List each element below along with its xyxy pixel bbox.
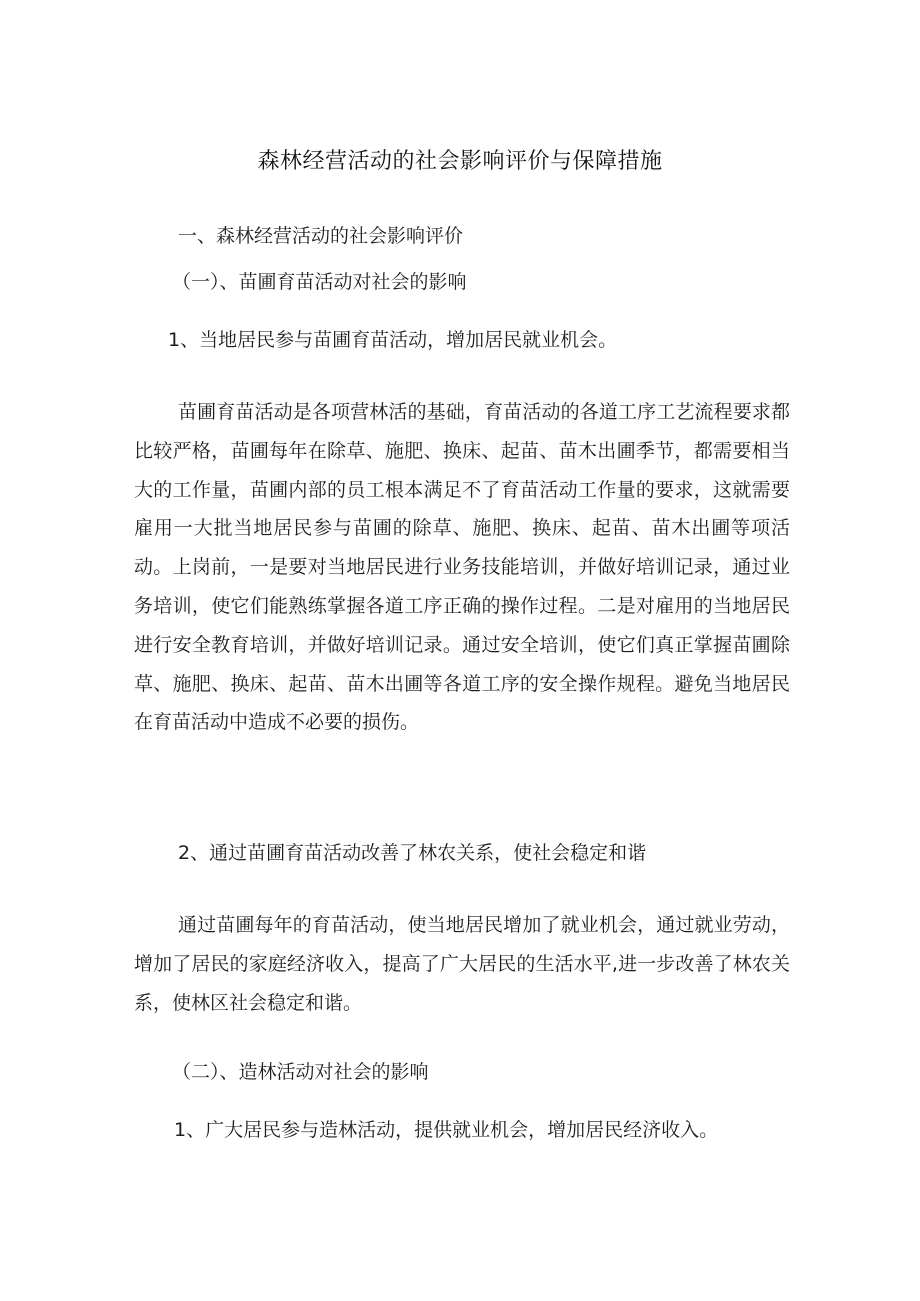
- subsection-heading: （一）、苗圃育苗活动对社会的影响: [172, 271, 467, 293]
- body-paragraph: 苗圃育苗活动是各项营林活的基础，育苗活动的各道工序工艺流程要求都比较严格，苗圃每年在除草、施肥、换床、起苗、苗木出圃季节，都需要相当大的工作量，苗圃内部的员工根本满足不了育苗活动工作量的要求，这就需要雇用一大批当地居民参与苗圃的除草、施肥、换床、起苗、苗木出圃等项活动。上岗前，一是要对当地居民进行业务技能培训，并做好培训记录，通过业务培训，使它们能熟练掌握各道工序正确的操作过程。二是对雇用的当地居民进行安全教育培训，并做好培训记录。通过安全培训，使它们真正掌握苗圃除草、施肥、换床、起苗、苗木出圃等各道工序的安全操作规程。避免当地居民在育苗活动中造成不必要的损伤。: [134, 401, 790, 734]
- list-item-heading: 1、广大居民参与造林活动，提供就业机会，增加居民经济收入。: [174, 1119, 719, 1141]
- subsection-heading: （二）、造林活动对社会的影响: [172, 1061, 429, 1083]
- body-paragraph: 通过苗圃每年的育苗活动，使当地居民增加了就业机会，通过就业劳动，增加了居民的家庭经济收入，提高了广大居民的生活水平,进一步改善了林农关系，使林区社会稳定和谐。: [134, 914, 790, 1014]
- list-item-heading: 1、当地居民参与苗圃育苗活动，增加居民就业机会。: [168, 329, 618, 351]
- list-item-heading: 2、通过苗圃育苗活动改善了林农关系，使社会稳定和谐: [178, 842, 647, 864]
- document-title: 森林经营活动的社会影响评价与保障措施: [257, 149, 663, 174]
- section-heading: 一、森林经营活动的社会影响评价: [178, 225, 464, 247]
